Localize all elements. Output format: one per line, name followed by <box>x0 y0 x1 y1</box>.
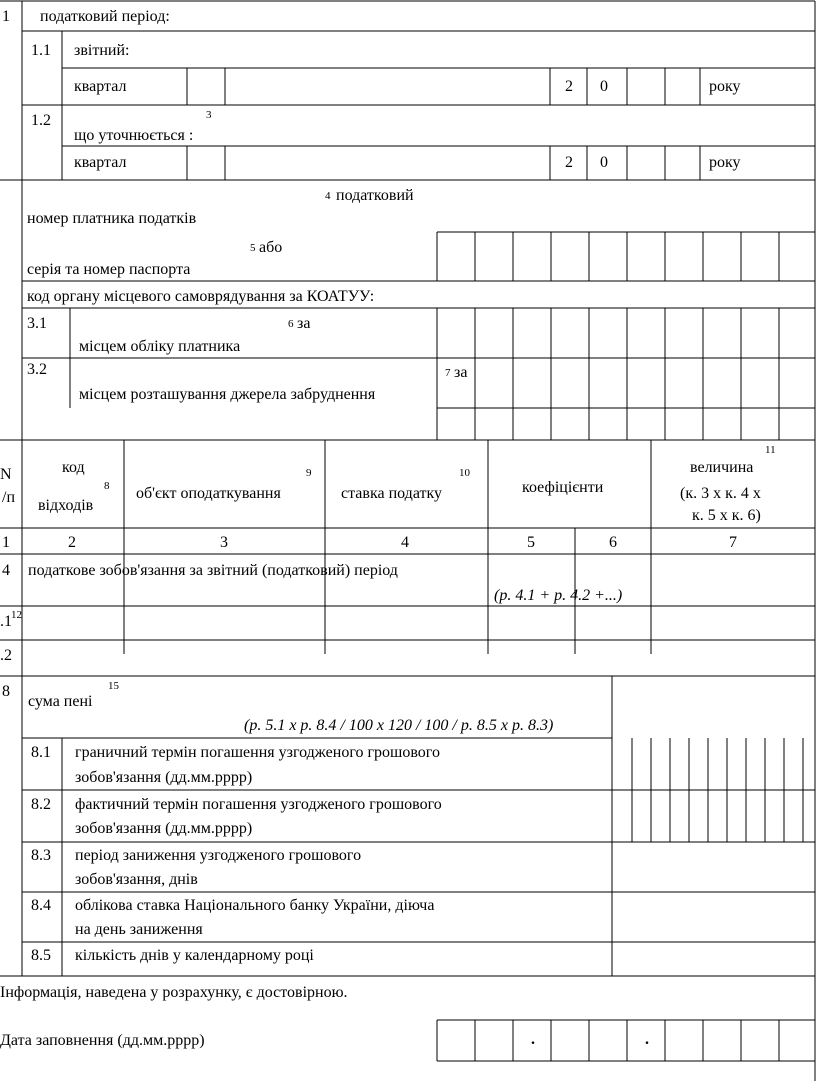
header-size: величина <box>690 459 754 476</box>
info-statement: Інформація, наведена у розрахунку, є достовірною. <box>0 984 348 1001</box>
date-separator-2: . <box>645 1031 649 1048</box>
row-3-1-label: місцем обліку платника <box>79 338 241 355</box>
koatuu-label: код органу місцевого самоврядування за КОАТУУ: <box>27 288 375 305</box>
header-size-footnote: 11 <box>765 444 776 456</box>
footnote-7: 7 <box>445 367 451 379</box>
row-4-formula: (р. 4.1 + р. 4.2 +...) <box>494 587 623 604</box>
row-8-2-number: 8.2 <box>31 796 51 813</box>
column-number-2: 2 <box>68 534 76 551</box>
header-rate-footnote: 10 <box>459 467 470 479</box>
section-8-formula: (р. 5.1 х р. 8.4 / 100 х 120 / 100 / р. 8.5 х р. 8.3) <box>244 717 554 734</box>
row-1-2-label: що уточнюється : <box>74 127 194 144</box>
section-8-label: сума пені <box>28 693 93 710</box>
row-1-1-year-digit-1: 2 <box>565 78 573 95</box>
passport-label: серія та номер паспорта <box>27 261 191 278</box>
header-coefficients: коефіцієнти <box>522 479 604 496</box>
date-label: Дата заповнення (дд.мм.рррр) <box>0 1032 205 1049</box>
header-size-formula-1: (к. 3 х к. 4 х <box>680 485 761 502</box>
row-8-3-line-1: період заниження узгодженого грошового <box>75 847 362 864</box>
section-1-label: податковий період: <box>40 8 170 25</box>
footnote-4: 4 <box>325 190 331 202</box>
row-8-4-line-2: на день заниження <box>75 921 203 938</box>
section-1-number: 1 <box>2 8 10 25</box>
row-1-2-year-digit-2: 0 <box>600 154 608 171</box>
row-1-2-footnote: 3 <box>206 109 212 121</box>
header-pp: /п <box>2 489 16 506</box>
row-3-1-za: за <box>297 315 311 332</box>
header-code: код <box>62 459 85 476</box>
column-number-3: 3 <box>220 534 228 551</box>
row-8-4-line-1: облікова ставка Національного банку України, діюча <box>75 897 435 914</box>
row-8-1-line-1: граничний термін погашення узгодженого грошового <box>75 744 440 761</box>
row-8-5-label: кількість днів у календарному році <box>75 947 314 964</box>
row-1-2-year-label: року <box>709 154 741 171</box>
column-number-5: 5 <box>527 534 535 551</box>
row-1-1-label: звітний: <box>74 42 130 59</box>
row-4-label: податкове зобов'язання за звітний (податковий) період <box>28 562 398 579</box>
row-8-2-line-1: фактичний термін погашення узгодженого грошового <box>75 796 442 813</box>
row-8-1-line-2: зобов'язання (дд.мм.рррр) <box>75 769 253 786</box>
section-8-number: 8 <box>2 683 10 700</box>
header-code-waste: відходів <box>38 497 94 514</box>
row-8-3-number: 8.3 <box>31 847 51 864</box>
row-1-1-number: 1.1 <box>31 42 51 59</box>
date-separator-1: . <box>531 1031 535 1048</box>
header-code-footnote: 8 <box>104 480 110 492</box>
row-1-2-year-digit-1: 2 <box>565 154 573 171</box>
row-3-1-number: 3.1 <box>27 315 47 332</box>
section-8-footnote: 15 <box>108 680 119 692</box>
or-word: або <box>259 239 283 256</box>
header-n: N <box>0 466 12 483</box>
row-8-5-number: 8.5 <box>31 947 51 964</box>
row-1-1-year-digit-2: 0 <box>600 78 608 95</box>
row-4-1-footnote: 12 <box>11 609 22 621</box>
row-4-2-number: .2 <box>0 647 12 664</box>
header-rate: ставка податку <box>341 485 443 502</box>
footnote-6: 6 <box>288 318 294 330</box>
tax-word: податковий <box>336 187 414 204</box>
header-object-footnote: 9 <box>306 467 312 479</box>
column-number-7: 7 <box>729 534 737 551</box>
row-4-number: 4 <box>2 562 10 579</box>
column-number-4: 4 <box>401 534 409 551</box>
footnote-5: 5 <box>250 242 256 254</box>
tax-number-label: номер платника податків <box>27 210 197 227</box>
row-4-1-number: .1 <box>0 613 12 630</box>
row-1-2-quarter-label: квартал <box>74 154 127 171</box>
row-3-2-label: місцем розташування джерела забруднення <box>79 386 376 403</box>
row-1-1-year-label: року <box>709 78 741 95</box>
row-3-2-number: 3.2 <box>27 361 47 378</box>
header-size-formula-2: к. 5 х к. 6) <box>692 507 761 524</box>
column-number-6: 6 <box>609 534 617 551</box>
row-8-2-line-2: зобов'язання (дд.мм.рррр) <box>75 820 253 837</box>
row-1-2-number: 1.2 <box>31 112 51 129</box>
column-number-1: 1 <box>2 534 10 551</box>
row-8-3-line-2: зобов'язання, днів <box>75 871 198 888</box>
row-1-1-quarter-label: квартал <box>74 78 127 95</box>
header-object: об'єкт оподаткування <box>136 485 281 502</box>
row-3-2-za: за <box>454 364 468 381</box>
row-8-1-number: 8.1 <box>31 744 51 761</box>
row-8-4-number: 8.4 <box>31 897 51 914</box>
